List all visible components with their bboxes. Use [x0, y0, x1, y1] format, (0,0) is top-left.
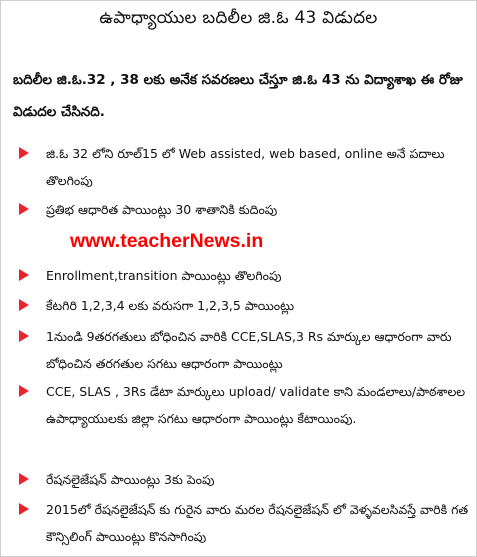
list-item-text: 1నుండి 9తరగతులు బోధించిన వారికి CCE,SLAS,3 Rs మార్కుల ఆధారంగా వారు బోధించిన తరగతుల సగటు ఆధారంగా పాయింట్లు [46, 329, 452, 371]
list-item [46, 140, 471, 194]
bullet-arrow-icon [19, 269, 29, 281]
list-item [46, 196, 471, 223]
site-watermark: www.teacherNews.in [70, 230, 264, 252]
bullet-arrow-icon [19, 147, 29, 159]
list-item [46, 466, 471, 493]
list-item-text: CCE, SLAS , 3Rs డేటా మార్కులు upload/ validate కాని మండలాలు/పాఠశాలల ఉపాధ్యాయులకు జిల్లా సగటు ఆధారంగా పాయింట్లు కేటాయింపు. [46, 384, 466, 426]
bullet-arrow-icon [19, 503, 29, 515]
list-item-text: జి.ఓ 32 లోని రూల్15 లో Web assisted, web based, online అనే పదాలు తొలగింపు [46, 146, 445, 188]
list-item [46, 323, 471, 377]
list-item-text: రేషనలైజేషన్ పాయింట్లు 3కు పెంపు [46, 472, 215, 487]
bullet-arrow-icon [19, 473, 29, 485]
intro-paragraph: బదిలీల జి.ఓ.32 , 38 లకు అనేక సవరణలు చేస్తూ జి.ఓ 43 ను విద్యాశాఖ ఈ రోజు విడుదల చేసినది. [13, 72, 463, 120]
list-item [46, 378, 471, 432]
list-item-text: Enrollment,transition పాయింట్లు తొలగింపు [46, 268, 282, 283]
list-item-text: కేటగిరి 1,2,3,4 లకు వరుసగా 1,2,3,5 పాయింట్లు [46, 298, 295, 313]
list-item [46, 496, 471, 550]
bullet-arrow-icon [19, 203, 29, 215]
list-item [46, 292, 471, 319]
bullet-arrow-icon [19, 385, 29, 397]
list-item-text: ప్రతిభ ఆధారిత పాయింట్లు 30 శాతానికి కుదింపు [46, 202, 278, 217]
list-item [46, 262, 471, 289]
page-title: ఉపాధ్యాయుల బదిలీల జి.ఓ 43 విడుదల [99, 8, 378, 28]
bullet-arrow-icon [19, 330, 29, 342]
bullet-arrow-icon [19, 299, 29, 311]
list-item-text: 2015లో రేషనలైజేషన్ కు గురైన వారు మరల రేషనలైజేషన్ లో వెళ్ళవలసివస్తే వారికి గత కౌన్సిలింగ్ పాయింట్లు కొనసాగింపు [46, 502, 469, 544]
